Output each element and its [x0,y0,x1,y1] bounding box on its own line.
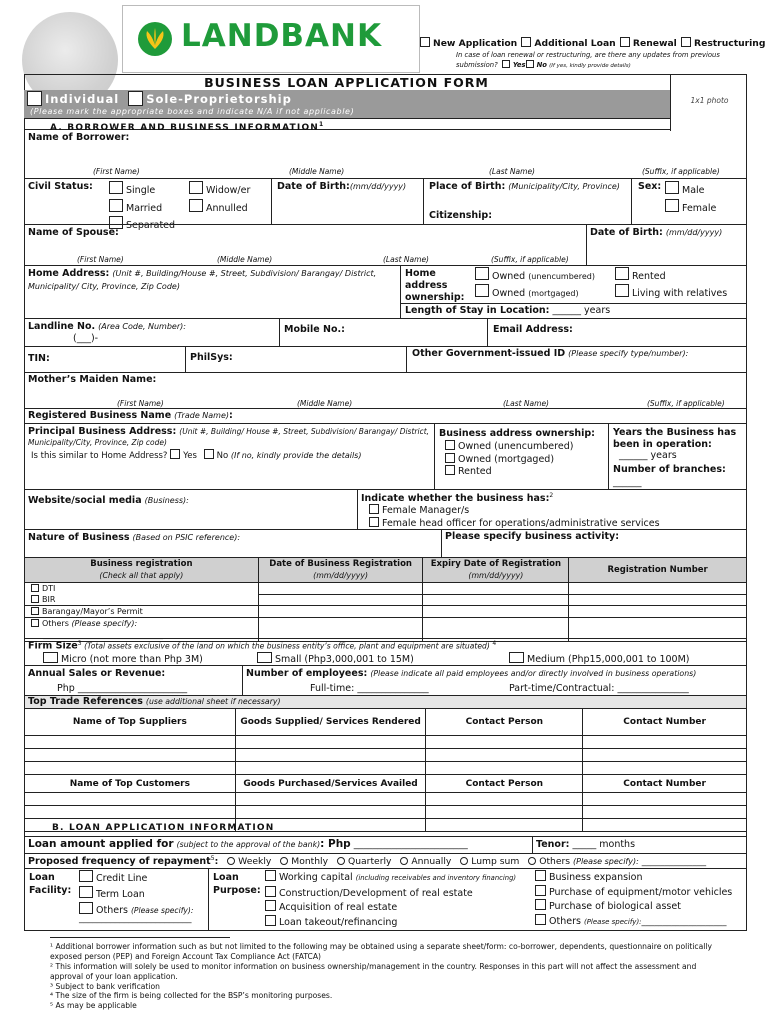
borrower-suffix-caption: (Suffix, if applicable) [642,167,720,176]
weekly-radio[interactable] [227,857,235,865]
pob-label: Place of Birth: [429,181,506,192]
equipment-checkbox[interactable] [535,885,546,896]
reg-header-expiry-note: (mm/dd/yyyy) [468,571,524,580]
spouse-name-field[interactable] [24,224,587,266]
website-label: Website/social media [28,495,142,506]
suppliers-header-number: Contact Number [583,709,747,736]
loan-facility-label: Loan Facility: [29,872,72,896]
renewal-details-note: (If yes, kindly provide details) [549,62,631,69]
indicate-sup: 2 [549,492,554,499]
email-label: Email Address: [493,324,573,335]
applicant-type-bar [24,90,670,118]
activity-label: Please specify business activity: [445,531,620,542]
application-type-group [420,37,765,49]
working-capital-note: (including receivables and inventory financing) [355,874,517,882]
nature-field[interactable] [24,529,442,558]
other-id-label: Other Government-issued ID [412,348,566,359]
tenor-field[interactable] [532,837,747,854]
annulled-checkbox[interactable] [189,199,203,212]
reg-header-business [25,558,259,583]
customers-header-row [25,775,747,793]
maiden-suffix-caption: (Suffix, if applicable) [647,399,725,408]
bir-label: BIR [42,595,56,604]
medium-label: Medium (Php15,000,001 to 100M) [527,654,690,665]
suppliers-header-goods: Goods Supplied/ Services Rendered [235,709,426,736]
loan-amount-field[interactable] [24,837,533,854]
parttime-label: Part-time/Contractual: [509,683,615,694]
footnote-divider [50,937,230,938]
pob-note: (Municipality/City, Province) [508,182,620,191]
micro-checkbox[interactable] [43,652,58,663]
renewal-checkbox[interactable] [620,37,630,47]
reg-row-permit [25,606,747,618]
suppliers-table [24,708,747,832]
permit-number-cell[interactable] [569,606,747,618]
term-loan-checkbox[interactable] [79,886,93,898]
micro-label: Micro (not more than Php 3M) [61,654,203,665]
female-head-officer-label: Female head officer for operations/administrative services [382,517,660,529]
table-row[interactable] [25,736,747,749]
business-name-field[interactable]: Registered Business Name (Trade Name): [24,408,747,424]
permit-date-cell[interactable] [258,606,423,618]
monthly-label: Monthly [291,856,329,868]
widow-label: Widow/er [206,185,251,196]
tenor-unit: months [599,839,636,850]
length-of-stay-field[interactable] [400,303,747,319]
philsys-label: PhilSys: [190,352,233,363]
loan-amount-currency: : Php [320,838,351,850]
permit-expiry-cell[interactable] [423,606,569,618]
home-owned-mortgaged-checkbox[interactable] [475,284,489,297]
dti-number-cell[interactable] [569,583,747,595]
sex-label: Sex: [638,181,662,192]
loan-amount-note: (subject to the approval of the bank) [176,840,321,849]
home-owned-mortgaged-note: (mortgaged) [528,289,579,298]
maiden-middle-caption: (Middle Name) [297,399,353,408]
business-address-label: Principal Business Address: [28,426,177,437]
other-id-note: (Please specify type/number): [568,349,689,358]
credit-line-checkbox[interactable] [79,870,93,882]
dti-checkbox[interactable] [31,584,39,592]
suppliers-header-contact: Contact Person [426,709,583,736]
living-with-relatives-label: Living with relatives [632,288,728,299]
reg-others-label: Others [42,619,69,628]
sales-line: _______________________ [77,683,188,694]
reg-header-date-label: Date of Business Registration [269,559,412,569]
customers-header-number: Contact Number [583,775,747,793]
suppliers-header-name: Name of Top Suppliers [25,709,236,736]
length-of-stay-blank: ______ [552,305,582,316]
bir-number-cell[interactable] [569,594,747,606]
sex-field [631,178,747,225]
individual-label: Individual [45,92,120,106]
acquisition-label: Acquisition of real estate [279,902,398,913]
small-checkbox[interactable] [257,652,272,663]
widow-checkbox[interactable] [189,181,203,194]
reg-row-bir [25,594,747,606]
home-address-label: Home Address: [28,268,110,279]
branches-blank: ______ [613,477,642,488]
maiden-first-caption: (First Name) [117,399,164,408]
freq-others-radio[interactable] [528,857,536,865]
firm-size-field [24,638,747,666]
website-field[interactable] [24,489,358,530]
male-checkbox[interactable] [665,181,679,194]
loan-purpose-field [208,868,747,931]
fulltime-line: _______________ [357,683,429,694]
landline-note: (Area Code, Number): [98,322,186,331]
loan-amount-line: ________________________ [353,839,468,850]
repayment-frequency-label: Proposed frequency of repayment [28,856,211,868]
reg-header-business-label: Business registration [90,559,193,569]
home-owned-mortgaged-label: Owned [492,288,526,299]
female-head-officer-checkbox[interactable] [369,517,379,527]
equipment-label: Purchase of equipment/motor vehicles [549,886,733,898]
fulltime-label: Full-time: [310,683,355,694]
firm-size-note: (Total assets exclusive of the land on which the business entity’s office, plant and equipment are situated) [84,641,490,651]
reg-header-expiry-label: Expiry Date of Registration [430,559,562,569]
permit-label: Barangay/Mayor’s Permit [42,607,143,616]
freq-others-note: (Please specify): [573,857,639,867]
reg-header-date-note: (mm/dd/yyyy) [313,571,369,580]
loan-purpose-label: Loan Purpose: [213,872,261,896]
borrower-first-caption: (First Name) [93,167,140,176]
freq-others-line: ______________ [641,856,707,868]
reg-header-business-note: (Check all that apply) [99,571,184,580]
borrower-last-caption: (Last Name) [489,167,535,176]
female-manager-label: Female Manager/s [382,505,470,516]
annulled-label: Annulled [206,202,248,214]
employees-field[interactable] [242,665,747,696]
home-rented-checkbox[interactable] [615,267,629,280]
footnote-3: ³ Subject to bank verification [50,982,160,991]
footnote-2: ² This information will solely be used to monitor information on business ownership/management in the country. Responses in this part will not affect the assessment and approval of your loan application. [50,962,697,981]
medium-checkbox[interactable] [509,652,524,663]
new-application-label: New Application [433,38,518,49]
registration-table [24,557,747,642]
years-operation-blank: ______ [619,450,648,461]
reg-others-line: ______________________________ [43,629,163,639]
living-with-relatives-checkbox[interactable] [615,284,629,297]
renewal-note-text: In case of loan renewal or restructuring, are there any updates from previous submission? [456,51,720,69]
quarterly-radio[interactable] [337,857,345,865]
dob-label: Date of Birth: [277,181,350,192]
repayment-frequency-sup: 5 [210,855,215,862]
sales-label: Annual Sales or Revenue: [28,668,166,679]
home-address-field[interactable] [24,265,401,319]
length-of-stay-label: Length of Stay in Location: [405,305,550,316]
spouse-first-caption: (First Name) [77,255,124,264]
loan-amount-label: Loan amount applied for [28,838,174,850]
activity-field[interactable] [441,529,747,558]
loan-facility-field [24,868,209,931]
customers-header-contact: Contact Person [426,775,583,793]
renewal-yes-label: Yes [512,60,526,69]
firm-size-sup: 3 [77,640,82,647]
working-capital-checkbox[interactable] [265,870,276,881]
reg-others-checkbox[interactable] [31,619,39,627]
female-manager-checkbox[interactable] [369,504,379,514]
reg-header-expiry [423,558,569,583]
nature-note: (Based on PSIC reference): [132,533,241,542]
credit-line-label: Credit Line [96,873,148,884]
form-title: BUSINESS LOAN APPLICATION FORM [204,75,489,90]
maiden-name-field[interactable] [24,372,747,409]
years-operation-unit: years [650,450,677,461]
dti-label: DTI [42,584,56,593]
section-a-header [24,118,670,133]
bir-expiry-cell[interactable] [423,594,569,606]
renewal-note [456,51,736,70]
civil-status-label: Civil Status: [28,181,93,192]
freq-others-label: Others [539,856,571,868]
spouse-suffix-caption: (Suffix, if applicable) [491,255,569,264]
landline-format: (___)- [73,333,99,344]
table-row[interactable] [25,806,747,819]
customers-header-goods: Goods Purchased/Services Availed [235,775,426,793]
landline-field[interactable] [24,318,280,347]
photo-label: 1x1 photo [690,96,729,105]
email-field[interactable] [487,318,747,347]
lump-sum-label: Lump sum [471,856,520,868]
married-label: Married [126,202,163,214]
bir-checkbox[interactable] [31,595,39,603]
dob-format: (mm/dd/yyyy) [349,182,407,191]
sole-proprietorship-checkbox[interactable] [128,91,143,106]
branches-label: Number of branches: [613,464,726,475]
sales-field[interactable] [24,665,243,696]
similar-address-question: Is this similar to Home Address? [31,451,168,461]
customers-header-name: Name of Top Customers [25,775,236,793]
biological-asset-checkbox[interactable] [535,899,546,910]
additional-loan-label: Additional Loan [534,38,616,49]
sales-currency: Php [57,683,75,694]
tenor-line: _____ [572,839,597,850]
maiden-name-label: Mother’s Maiden Name: [28,374,157,385]
home-owned-unencumbered-note: (unencumbered) [528,272,595,281]
business-rented-checkbox[interactable] [445,465,455,475]
restructuring-label: Restructuring [694,38,766,49]
section-b-header: B. LOAN APPLICATION INFORMATION [24,823,747,837]
female-checkbox[interactable] [665,199,679,212]
table-row[interactable] [25,762,747,775]
spouse-dob-format: (mm/dd/yyyy) [665,228,723,237]
small-label: Small (Php3,000,001 to 15M) [275,654,414,665]
bir-date-cell[interactable] [258,594,423,606]
philsys-field[interactable] [185,346,407,373]
renewal-no-checkbox[interactable] [526,60,534,68]
additional-loan-checkbox[interactable] [521,37,531,47]
similar-yes-label: Yes [183,451,197,461]
reg-header-date [258,558,423,583]
home-owned-unencumbered-checkbox[interactable] [475,267,489,280]
facility-others-note: (Please specify): [130,906,194,915]
table-row[interactable] [25,793,747,806]
dti-date-cell[interactable] [258,583,423,595]
borrower-name-label: Name of Borrower: [28,132,130,143]
acquisition-checkbox[interactable] [265,900,276,911]
trade-references-note: (use additional sheet if necessary) [145,697,281,706]
lump-sum-radio[interactable] [460,857,468,865]
takeout-label: Loan takeout/refinancing [279,916,398,928]
male-label: Male [682,185,705,196]
single-label: Single [126,185,156,196]
annually-label: Annually [411,856,452,868]
sole-proprietorship-label: Sole-Proprietorship [146,92,292,106]
home-ownership-field [400,265,747,304]
tin-label: TIN: [28,353,50,364]
weekly-label: Weekly [238,856,272,868]
home-ownership-label: Home address ownership: [405,268,465,303]
place-of-birth-field[interactable] [423,178,632,225]
construction-label: Construction/Development of real estate [279,887,473,899]
business-address-note: (Unit #, Building/ House #, Street, Subdivision/ Barangay/ District, Municipality/City, Province, Zip code) [28,427,430,447]
mark-note: (Please mark the appropriate boxes and indicate N/A if not applicable) [30,107,355,116]
repayment-frequency-field: Proposed frequency of repayment$^5$: Weekly Monthly Quarterly Annually Lump sum Others (Please specify): ______________ [24,853,747,869]
dti-expiry-cell[interactable] [423,583,569,595]
section-a-title: A. BORROWER AND BUSINESS INFORMATION [50,123,320,133]
business-name-label: Registered Business Name [28,410,172,421]
new-application-checkbox[interactable] [420,37,430,47]
working-capital-label: Working capital [279,872,353,883]
home-owned-unencumbered-label: Owned [492,271,526,282]
civil-status-field [24,178,272,231]
mobile-label: Mobile No.: [284,324,345,335]
renewal-no-label: No [536,60,547,69]
facility-others-checkbox[interactable] [79,902,93,914]
business-address-field[interactable] [24,423,435,490]
tin-field[interactable] [24,346,186,373]
married-checkbox[interactable] [109,199,123,212]
female-label: Female [682,202,717,214]
logo-box [122,5,420,73]
firm-size-label: Firm Size [28,640,78,652]
landbank-logo-icon [137,21,173,57]
permit-checkbox[interactable] [31,607,39,615]
business-owned-unencumbered-checkbox[interactable] [445,440,455,450]
renewal-label: Renewal [632,38,677,49]
citizenship-label: Citizenship: [429,210,493,221]
quarterly-label: Quarterly [347,856,392,868]
term-loan-label: Term Loan [96,889,145,900]
home-address-note: (Unit #, Building/House #, Street, Subdivision/ Barangay/ District, Municipality/ City, Province, Zip Code) [28,269,377,291]
similar-yes-checkbox[interactable] [170,449,180,459]
tenor-label: Tenor: [536,839,570,850]
spouse-dob-label: Date of Birth: [590,227,663,238]
years-operation-field[interactable] [608,423,747,490]
purpose-others-note: (Please specify): [583,917,642,926]
facility-others-label: Others [96,905,128,916]
business-rented-label: Rented [458,466,492,477]
reg-others-note: (Please specify): [71,619,138,628]
brand-name: LANDBANK [181,18,383,54]
business-owned-mortgaged-label: Owned (mortgaged) [458,453,555,465]
similar-no-checkbox[interactable] [204,449,214,459]
similar-address-note: (If no, kindly provide the details) [230,451,362,460]
restructuring-checkbox[interactable] [681,37,691,47]
monthly-radio[interactable] [280,857,288,865]
spouse-label: Name of Spouse: [28,227,119,238]
renewal-yes-checkbox[interactable] [502,60,510,68]
table-row[interactable] [25,749,747,762]
facility-others-line: _________________________ [79,914,192,924]
years-operation-label: Years the Business has been in operation: [613,427,737,450]
purpose-others-label: Others [549,915,581,927]
similar-no-label: No [216,451,229,461]
reg-row-dti [25,583,747,595]
website-note: (Business): [144,496,189,505]
landline-label: Landline No. [28,321,96,332]
suppliers-header-row [25,709,747,736]
nature-label: Nature of Business [28,532,130,543]
footnote-5: ⁵ As may be applicable [50,1001,137,1010]
takeout-checkbox[interactable] [265,915,276,926]
indicate-field [357,489,747,530]
business-ownership-field [434,423,609,490]
borrower-middle-caption: (Middle Name) [289,167,345,176]
biological-asset-label: Purchase of biological asset [549,901,681,912]
indicate-label: Indicate whether the business has: [361,493,550,505]
purpose-others-checkbox[interactable] [535,914,546,925]
business-owned-unencumbered-label: Owned (unencumbered) [458,441,574,452]
spouse-middle-caption: (Middle Name) [217,255,273,264]
mobile-field[interactable] [279,318,488,347]
spouse-last-caption: (Last Name) [383,255,429,264]
employees-note: (Please indicate all paid employees and/or directly involved in business operations) [370,669,697,678]
expansion-label: Business expansion [549,872,643,883]
reg-header-number: Registration Number [569,558,747,583]
section-a-sup: 1 [319,121,325,128]
expansion-checkbox[interactable] [535,870,546,881]
separated-label: Separated [126,220,176,231]
business-owned-mortgaged-checkbox[interactable] [445,453,455,463]
firm-note-sup: 4 [492,640,497,647]
maiden-last-caption: (Last Name) [503,399,549,408]
spouse-dob-field[interactable] [586,224,747,266]
parttime-line: _______________ [617,683,689,694]
trade-references-bar [24,695,747,709]
other-id-field[interactable] [406,346,747,373]
footnote-1: ¹ Additional borrower information such as but not limited to the following may be obtained using a separate sheet/form: co-borrower, dependents, questionnaire on politically exposed person (PEP) and Foreign Account Tax Compliance Act (FATCA) [50,942,712,961]
borrower-name-field[interactable] [24,130,747,179]
trade-references-label: Top Trade References [28,696,143,707]
annually-radio[interactable] [400,857,408,865]
purpose-others-line: ____________________ [641,916,727,927]
individual-checkbox[interactable] [27,91,42,106]
business-name-note: (Trade Name) [174,411,230,420]
employees-label: Number of employees: [246,668,368,679]
footnote-4: ⁴ The size of the firm is being collected for the BSP’s monitoring purposes. [50,991,333,1000]
length-of-stay-unit: years [584,305,611,316]
single-checkbox[interactable] [109,181,123,194]
photo-box[interactable] [670,74,748,131]
home-rented-label: Rented [632,271,666,282]
construction-checkbox[interactable] [265,886,276,897]
business-ownership-label: Business address ownership: [439,428,595,439]
dob-field[interactable] [271,178,424,225]
